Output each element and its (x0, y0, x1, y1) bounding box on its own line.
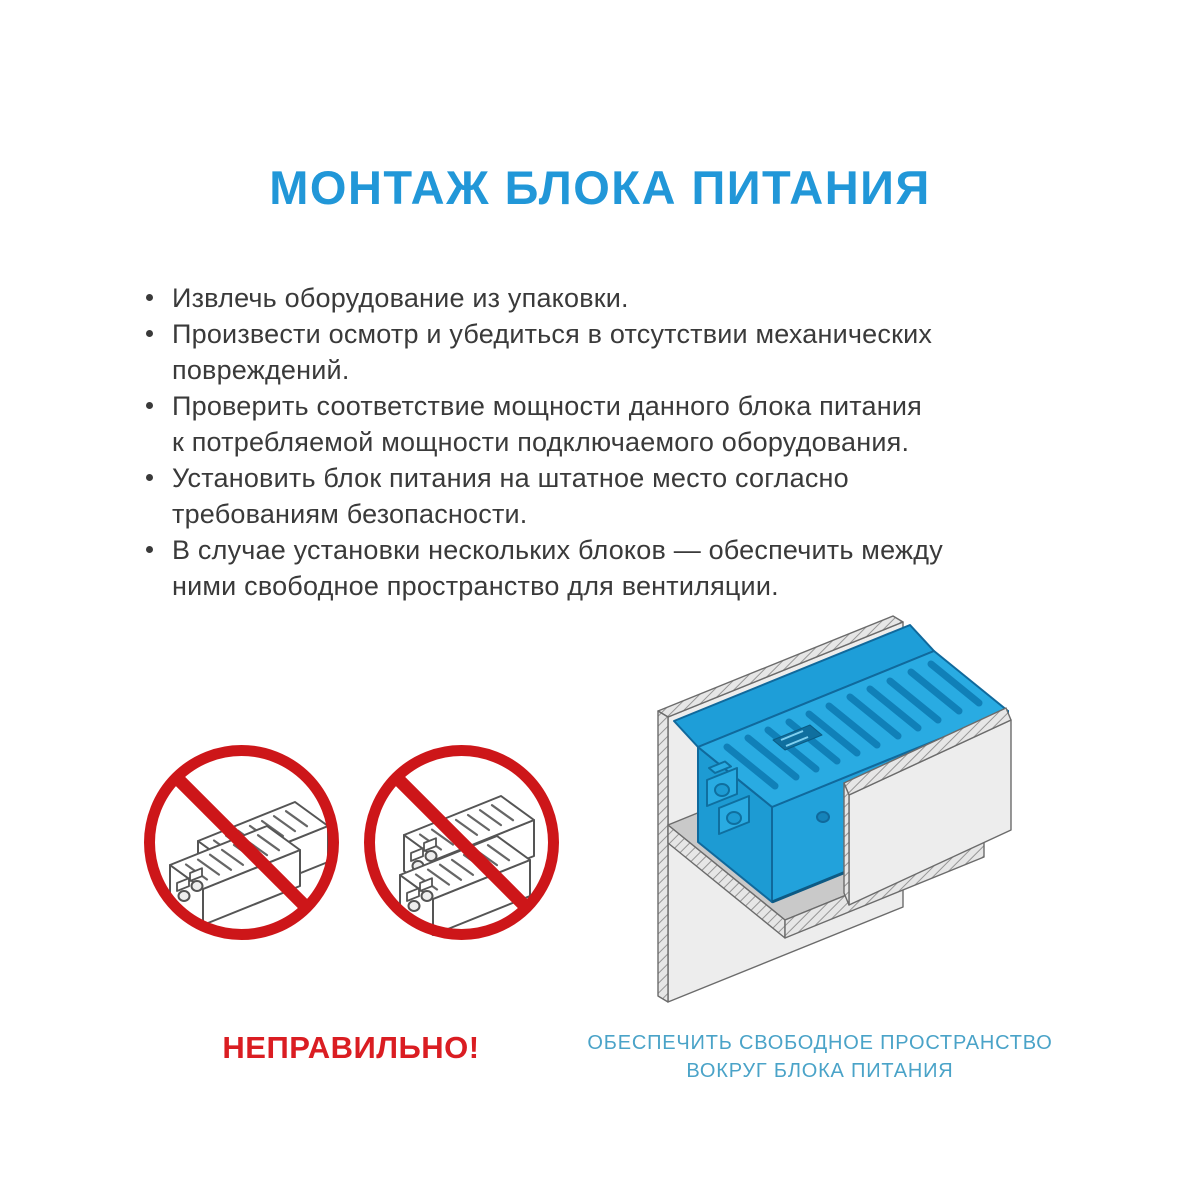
instruction-line: требованиям безопасности. (172, 499, 528, 529)
bullet-icon (146, 330, 153, 337)
instruction-item (145, 460, 1105, 532)
instruction-line: Произвести осмотр и убедиться в отсутствии механических (172, 319, 933, 349)
instruction-item (145, 388, 1105, 460)
instruction-line: к потребляемой мощности подключаемого оборудования. (172, 427, 910, 457)
wrong-label: НЕПРАВИЛЬНО! (222, 1030, 480, 1065)
bullet-icon (146, 402, 153, 409)
diagram-caption-line: ОБЕСПЕЧИТЬ СВОБОДНОЕ ПРОСТРАНСТВО (587, 1032, 1053, 1054)
no-stacked-mounting-icon (358, 739, 565, 946)
instruction-line: Извлечь оборудование из упаковки. (172, 283, 629, 313)
instruction-item (145, 532, 1105, 604)
diagram-caption-line: ВОКРУГ БЛОКА ПИТАНИЯ (686, 1060, 954, 1082)
instruction-item (145, 280, 1105, 316)
psu-screw (817, 812, 829, 822)
bullet-icon (146, 546, 153, 553)
instruction-item (145, 316, 1105, 388)
instruction-line: Установить блок питания на штатное место согласно (172, 463, 849, 493)
instruction-line: В случае установки нескольких блоков — обеспечить между (172, 535, 943, 565)
diagram-caption (583, 1029, 1057, 1085)
bullet-icon (146, 474, 153, 481)
no-side-by-side-mounting-icon (138, 739, 345, 946)
page-title: МОНТАЖ БЛОКА ПИТАНИЯ (269, 161, 931, 214)
instruction-line: Проверить соответствие мощности данного блока питания (172, 391, 922, 421)
installation-diagram (623, 612, 1083, 1036)
instruction-list (145, 280, 1105, 604)
bullet-icon (146, 294, 153, 301)
instruction-line: ними свободное пространство для вентиляции. (172, 571, 779, 601)
instruction-line: повреждений. (172, 355, 350, 385)
